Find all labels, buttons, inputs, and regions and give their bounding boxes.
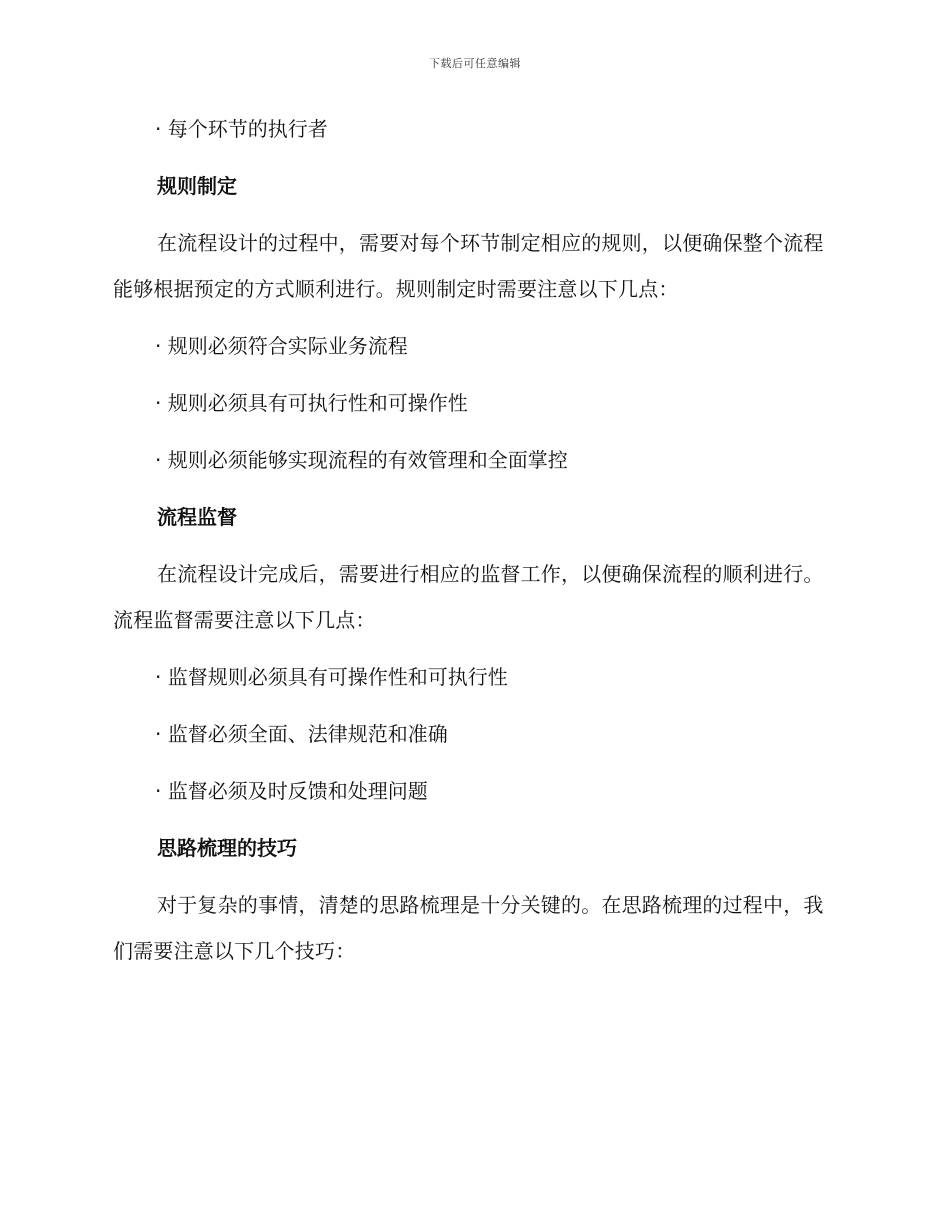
- bullet-item: · 监督必须全面、法律规范和准确: [155, 722, 448, 746]
- document-body: [113, 112, 833, 991]
- section-heading: 思路梳理的技巧: [157, 836, 297, 860]
- bullet-item: · 规则必须能够实现流程的有效管理和全面掌控: [155, 448, 568, 472]
- paragraph: 对于复杂的事情，清楚的思路梳理是十分关键的。在思路梳理的过程中，我们需要注意以下几个技巧：: [113, 893, 824, 963]
- bullet-item: · 监督必须及时反馈和处理问题: [155, 779, 428, 803]
- paragraph: 在流程设计的过程中，需要对每个环节制定相应的规则，以便确保整个流程能够根据预定的方式顺利进行。规则制定时需要注意以下几点：: [113, 231, 824, 301]
- bullet-item: · 监督规则必须具有可操作性和可执行性: [155, 665, 508, 689]
- page-header: 下载后可任意编辑: [429, 57, 521, 70]
- bullet-item: · 规则必须符合实际业务流程: [155, 334, 408, 358]
- section-heading: 流程监督: [157, 505, 237, 529]
- paragraph: 在流程设计完成后，需要进行相应的监督工作，以便确保流程的顺利进行。流程监督需要注意以下几点：: [113, 562, 824, 632]
- section-heading: 规则制定: [157, 174, 237, 198]
- bullet-item: · 规则必须具有可执行性和可操作性: [155, 391, 468, 415]
- bullet-item: · 每个环节的执行者: [155, 117, 328, 141]
